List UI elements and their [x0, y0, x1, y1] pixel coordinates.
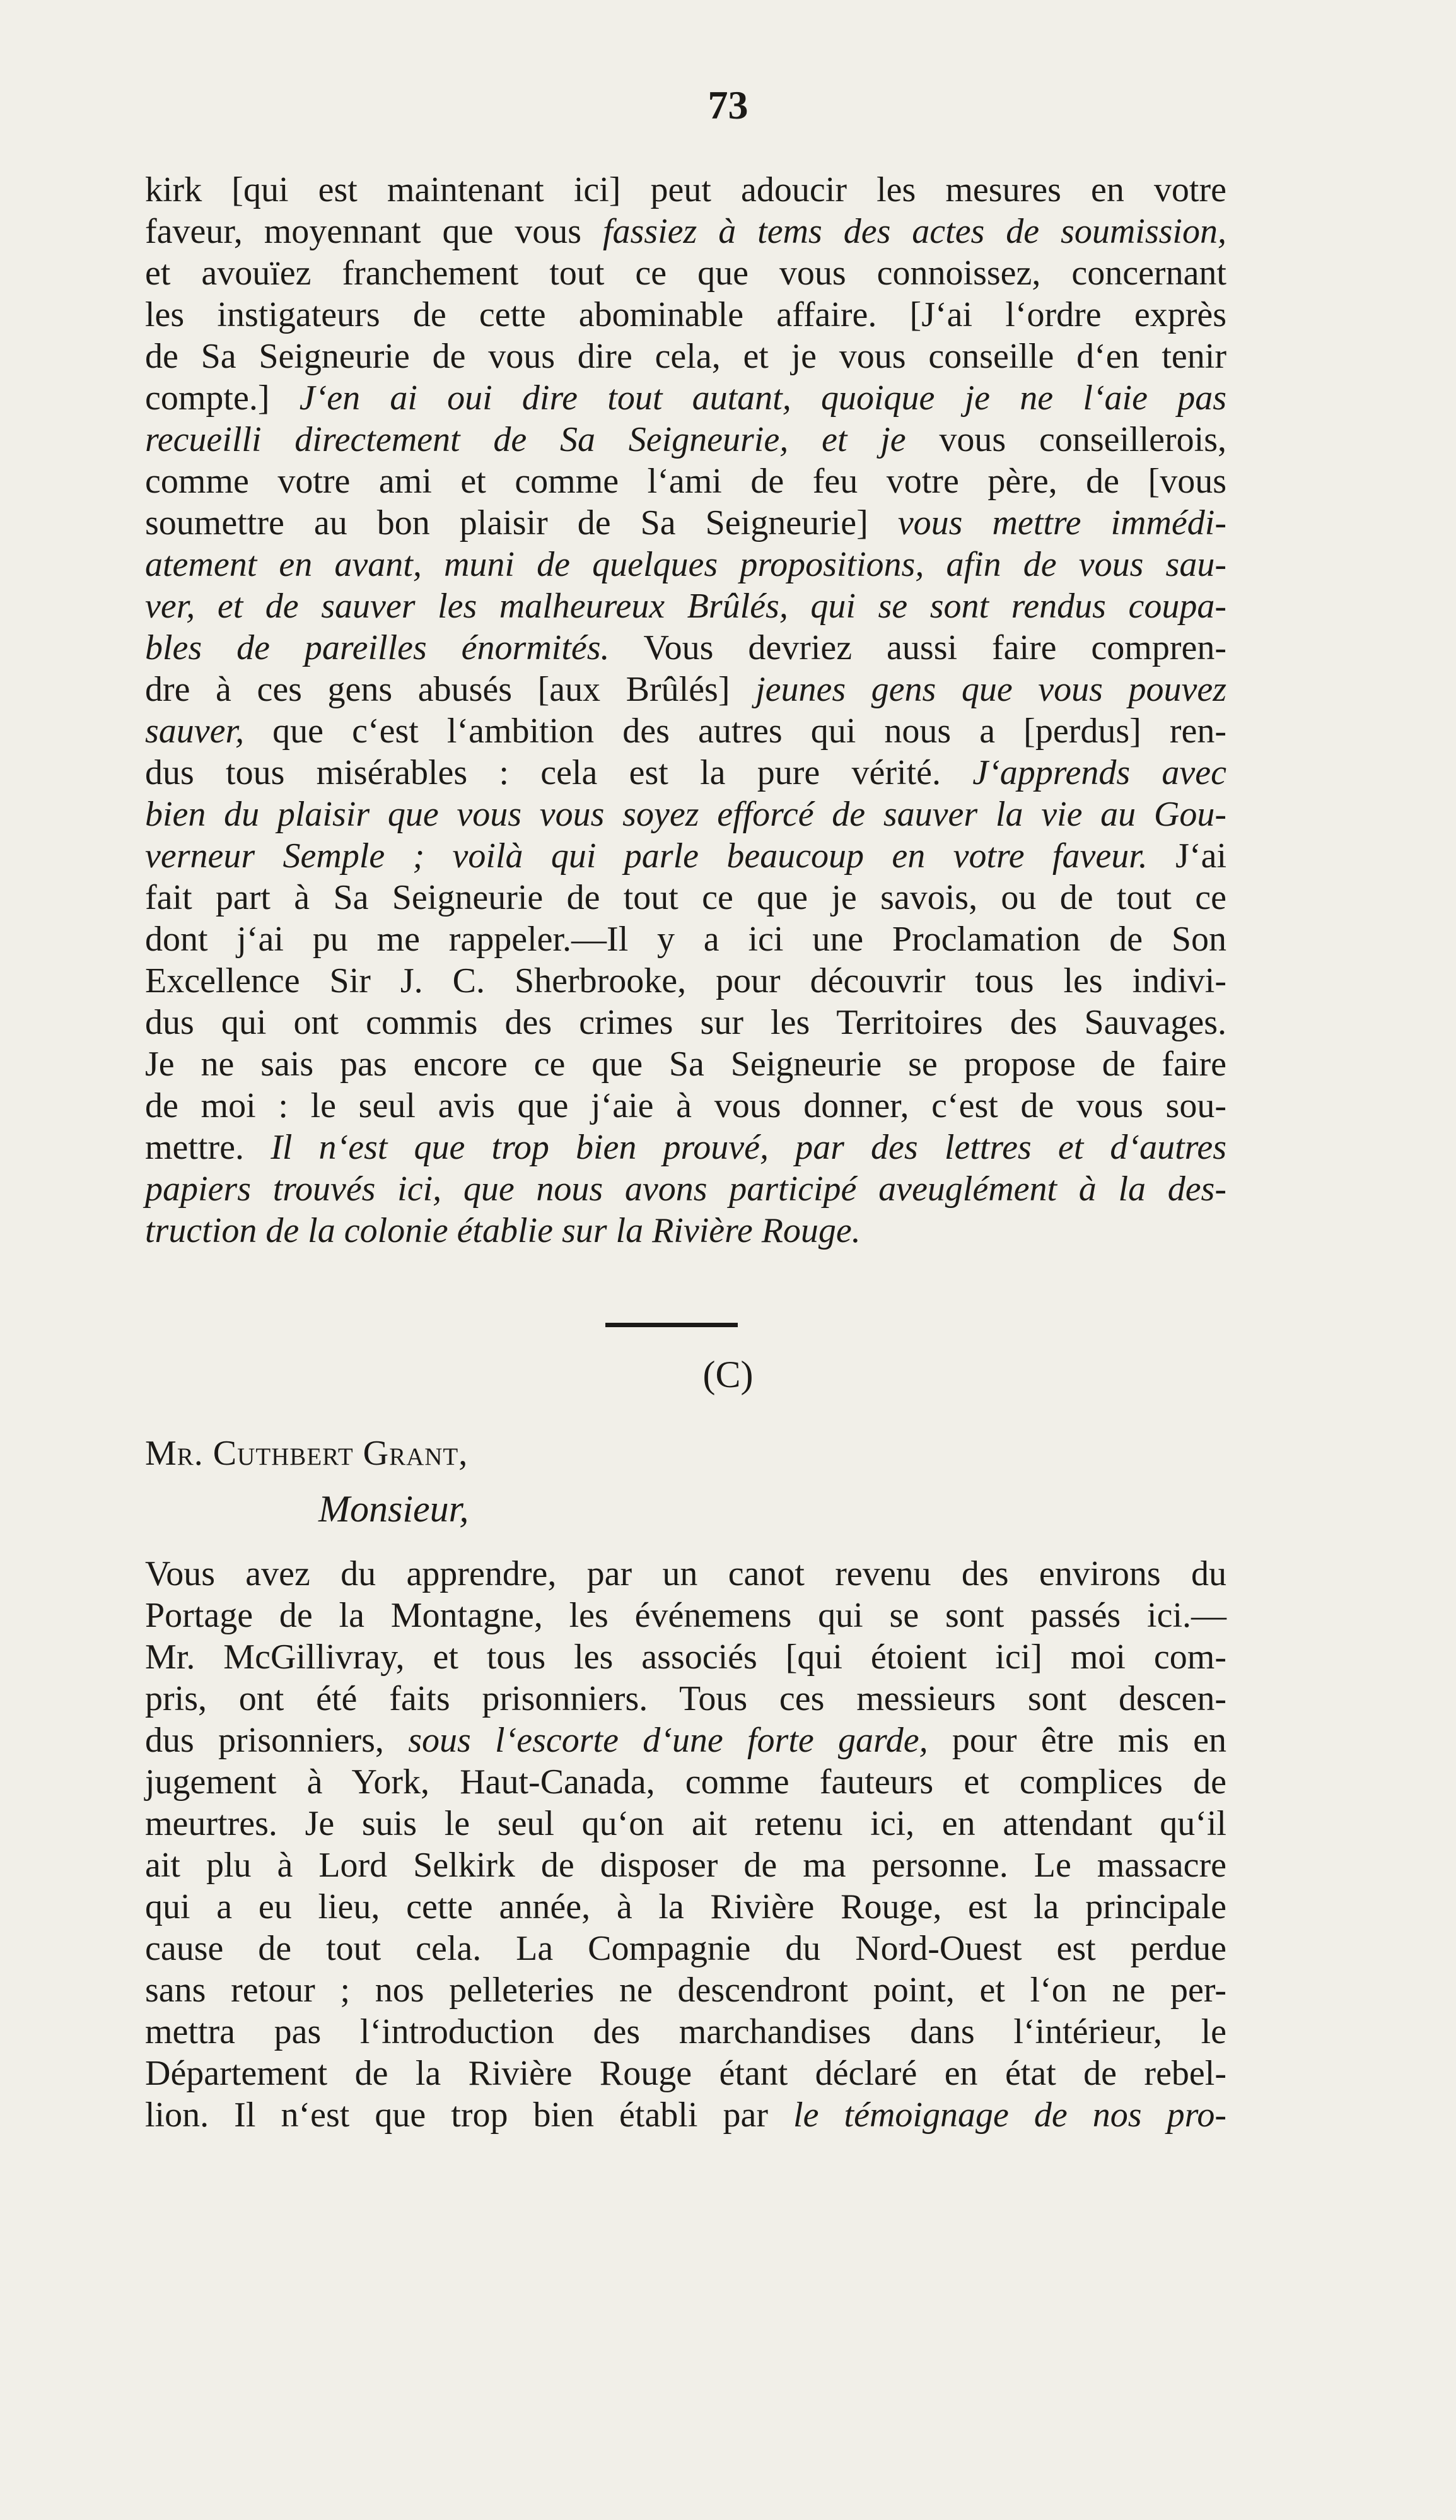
text-segment: de moi : le seul avis que j‘aie à vous donner, c‘est de vous sou- — [145, 1086, 1226, 1125]
text-line — [145, 1844, 1226, 1886]
text-line — [145, 2011, 1226, 2053]
italic-text-segment: fassiez à tems des actes de soumission, — [602, 212, 1226, 251]
text-segment: soumettre au bon plaisir de Sa Seigneurie] — [145, 503, 898, 542]
text-line — [145, 1761, 1226, 1803]
italic-text-segment: papiers trouvés ici, que nous avons participé aveuglément à la des- — [145, 1169, 1226, 1209]
letter-continuation-text — [145, 169, 1226, 1251]
text-segment: Portage de la Montagne, les événemens qui se sont passés ici.— — [145, 1596, 1226, 1635]
text-line — [145, 1803, 1226, 1844]
text-segment: de Sa Seigneurie de vous dire cela, et je vous conseille d‘en tenir — [145, 337, 1226, 376]
text-segment: qui a eu lieu, cette année, à la Rivière Rouge, est la principale — [145, 1887, 1226, 1926]
italic-text-segment: verneur Semple ; voilà qui parle beaucoup en votre faveur. — [145, 836, 1148, 876]
text-line — [145, 1595, 1226, 1636]
text-segment: que c‘est l‘ambition des autres qui nous a [perdus] ren- — [244, 712, 1226, 751]
text-line — [145, 1210, 1226, 1251]
text-segment: et avouïez franchement tout ce que vous connoissez, concernant — [145, 254, 1226, 293]
text-line — [145, 1127, 1226, 1168]
text-line — [145, 169, 1226, 211]
text-line — [145, 1043, 1226, 1085]
italic-text-segment: ver, et de sauver les malheureux Brûlés, qui se sont rendus coupa- — [145, 587, 1226, 626]
text-line — [145, 294, 1226, 336]
text-segment: pris, ont été faits prisonniers. Tous ces messieurs sont descen- — [145, 1679, 1226, 1718]
text-segment: dont j‘ai pu me rappeler.—Il y a ici une Proclamation de Son — [145, 920, 1226, 959]
section-label: (C) — [702, 1354, 754, 1395]
text-segment: dre à ces gens abusés [aux Brûlés] — [145, 670, 756, 709]
text-line — [145, 710, 1226, 752]
italic-text-segment: Il n‘est que trop bien prouvé, par des lettres et d‘autres — [271, 1128, 1226, 1167]
text-segment: dus tous misérables : cela est la pure vérité. — [145, 753, 973, 792]
text-line — [145, 835, 1226, 877]
text-line — [145, 960, 1226, 1002]
text-segment: faveur, moyennant que vous — [145, 212, 603, 251]
text-segment: lion. Il n‘est que trop bien établi par — [145, 2095, 794, 2135]
text-segment: Vous avez du apprendre, par un canot revenu des environs du — [145, 1554, 1226, 1593]
text-line — [145, 918, 1226, 960]
text-segment: mettre. — [145, 1128, 271, 1167]
text-line — [145, 1085, 1226, 1127]
text-line — [145, 419, 1226, 460]
text-line — [145, 752, 1226, 794]
text-segment: cause de tout cela. La Compagnie du Nord-Ouest est perdue — [145, 1929, 1226, 1968]
text-line — [145, 627, 1226, 669]
text-line — [145, 585, 1226, 627]
text-segment: meurtres. Je suis le seul qu‘on ait retenu ici, en attendant qu‘il — [145, 1804, 1226, 1843]
text-line — [145, 1553, 1226, 1595]
text-line — [145, 669, 1226, 710]
text-line — [145, 252, 1226, 294]
italic-text-segment: truction de la colonie établie sur la Rivière Rouge. — [145, 1211, 861, 1250]
text-line — [145, 377, 1226, 419]
text-segment: Je ne sais pas encore ce que Sa Seigneurie se propose de faire — [145, 1045, 1226, 1084]
text-line — [145, 794, 1226, 835]
text-line — [145, 1969, 1226, 2011]
italic-text-segment: vous mettre immédi- — [897, 503, 1226, 542]
italic-text-segment: bles de pareilles énormités. — [145, 628, 610, 667]
italic-text-segment: jeunes gens que vous pouvez — [755, 670, 1227, 709]
text-line — [145, 211, 1226, 252]
page-number: 73 — [708, 83, 748, 127]
text-line — [145, 1928, 1226, 1969]
text-segment: dus qui ont commis des crimes sur les Territoires des Sauvages. — [145, 1003, 1226, 1042]
text-segment: pour être mis en — [928, 1721, 1226, 1760]
text-segment: mettra pas l‘introduction des marchandises dans l‘intérieur, le — [145, 2012, 1226, 2051]
text-segment: Vous devriez aussi faire compren- — [609, 628, 1226, 667]
text-line — [145, 1886, 1226, 1928]
italic-text-segment: J‘apprends avec — [972, 753, 1226, 792]
text-line — [145, 336, 1226, 377]
text-line — [145, 502, 1226, 544]
italic-text-segment: sous l‘escorte d‘une forte garde, — [408, 1721, 928, 1760]
text-segment: Département de la Rivière Rouge étant déclaré en état de rebel- — [145, 2054, 1226, 2093]
text-segment: Excellence Sir J. C. Sherbrooke, pour découvrir tous les indivi- — [145, 961, 1226, 1000]
text-segment: J‘ai — [1147, 836, 1227, 876]
italic-text-segment: le témoignage de nos pro- — [793, 2095, 1226, 2135]
text-line — [145, 1678, 1226, 1720]
italic-text-segment: J‘en ai oui dire tout autant, quoique je ne l‘aie pas — [299, 378, 1226, 418]
text-segment: ait plu à Lord Selkirk de disposer de ma personne. Le massacre — [145, 1846, 1226, 1885]
text-line — [145, 460, 1226, 502]
letter-salutation: Monsieur, — [318, 1488, 469, 1530]
text-segment: compte.] — [145, 378, 300, 418]
section-divider — [605, 1323, 738, 1327]
text-segment: kirk [qui est maintenant ici] peut adoucir les mesures en votre — [145, 170, 1226, 209]
text-line — [145, 1720, 1226, 1761]
text-segment: vous conseillerois, — [906, 420, 1226, 459]
italic-text-segment: recueilli directement de Sa Seigneurie, et je — [145, 420, 906, 459]
italic-text-segment: sauver, — [145, 712, 245, 751]
italic-text-segment: atement en avant, muni de quelques propositions, afin de vous sau- — [145, 545, 1226, 584]
text-line — [145, 2053, 1226, 2094]
italic-text-segment: bien du plaisir que vous vous soyez efforcé de sauver la vie au Gou- — [145, 795, 1226, 834]
text-line — [145, 544, 1226, 585]
text-segment: dus prisonniers, — [145, 1721, 409, 1760]
letter-body-text — [145, 1553, 1226, 2136]
text-segment: Mr. McGillivray, et tous les associés [qui étoient ici] moi com- — [145, 1638, 1226, 1677]
text-segment: jugement à York, Haut-Canada, comme fauteurs et complices de — [145, 1762, 1226, 1802]
letter-addressee: Mr. Cuthbert Grant, — [145, 1434, 469, 1473]
text-line — [145, 2094, 1226, 2136]
text-segment: les instigateurs de cette abominable affaire. [J‘ai l‘ordre exprès — [145, 295, 1226, 334]
text-line — [145, 877, 1226, 918]
text-line — [145, 1636, 1226, 1678]
text-segment: sans retour ; nos pelleteries ne descendront point, et l‘on ne per- — [145, 1971, 1226, 2010]
text-segment: comme votre ami et comme l‘ami de feu votre père, de [vous — [145, 462, 1226, 501]
text-line — [145, 1168, 1226, 1210]
text-line — [145, 1002, 1226, 1043]
text-segment: fait part à Sa Seigneurie de tout ce que je savois, ou de tout ce — [145, 878, 1226, 917]
